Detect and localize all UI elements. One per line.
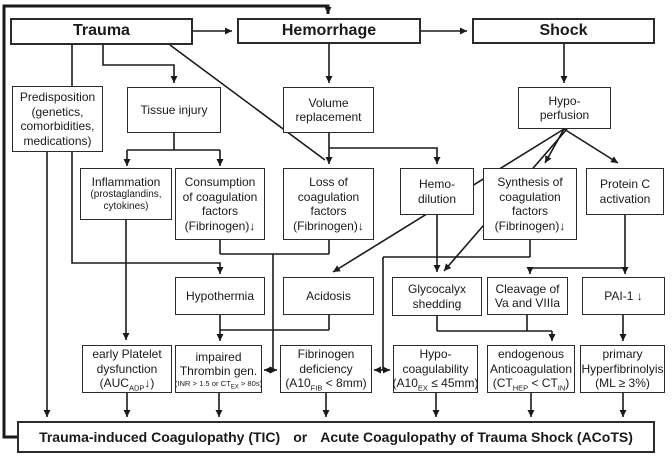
text-line: endogenous (497, 347, 565, 362)
text-line: Predisposition (19, 90, 96, 104)
text-line: Tissue injury (140, 102, 208, 117)
node-endogenous-anticoagulation (487, 345, 575, 393)
formula-text: (AUC (99, 376, 129, 391)
formula-text: (CT (492, 376, 513, 391)
node-loss-coag-factors (283, 168, 374, 240)
text-line: Hyperfibrinolyis (581, 361, 664, 376)
text-line: perfusion (539, 108, 590, 122)
node-pai1-decreased (582, 277, 665, 315)
text-line: Inflammation (91, 174, 161, 189)
node-glycocalyx-shedding (392, 277, 482, 316)
text-line: (Fibrinogen)↓ (293, 218, 364, 233)
node-hemorrhage (237, 18, 421, 44)
node-inflammation (80, 168, 172, 220)
text-line: deficiency (299, 361, 353, 376)
formula-line (493, 376, 570, 391)
text-line: activation (599, 191, 651, 206)
formula-subscript: HEP (512, 383, 529, 393)
formula-line (175, 379, 262, 389)
formula-text: (A10 (392, 376, 418, 391)
text-line: PAI-1 ↓ (604, 288, 643, 303)
banner-tic-acots (17, 421, 655, 453)
text-line: primary (602, 347, 643, 362)
text-line: Volume (308, 95, 349, 110)
banner-conjunction: or (293, 429, 308, 445)
text-line: (Fibrinogen)↓ (184, 218, 256, 233)
text-line: factors (201, 204, 238, 218)
text-line: Fibrinogen (297, 347, 355, 362)
text-line: cytokines) (103, 201, 149, 213)
text-line: factors (310, 204, 347, 218)
node-impaired-thrombin-generation (175, 345, 262, 393)
text-line: factors (511, 204, 548, 218)
text-line: of coagulation (182, 189, 258, 204)
text-line: coagulation (297, 189, 360, 204)
formula-subscript: ADP (128, 383, 145, 393)
text-line: impaired (195, 349, 242, 364)
node-acidosis (283, 277, 374, 315)
node-synthesis-coag-factors (483, 168, 577, 240)
formula-subscript: EX (417, 383, 428, 393)
node-protein-c-activation (586, 168, 664, 215)
text-line: Consumption (184, 175, 256, 189)
formula-text: < 8mm) (322, 376, 367, 391)
text-line: medications) (23, 133, 92, 148)
formula-subscript: FIB (310, 383, 323, 393)
text-line: Hemorrhage (281, 21, 377, 39)
text-line: (prostaglandins, (90, 189, 162, 201)
edge-trauma-to-tissue-injury (103, 45, 174, 83)
text-line: Hypothermia (185, 288, 255, 303)
text-line: Thrombin gen. (179, 364, 258, 378)
text-line: dilution (417, 191, 457, 206)
node-fibrinogen-deficiency (280, 345, 372, 393)
text-line: shedding (412, 296, 462, 311)
text-line: (genetics, (31, 104, 84, 119)
formula-line (393, 376, 479, 391)
node-trauma (10, 18, 193, 45)
formula-text: ↓) (144, 376, 155, 391)
banner-part2: Acute Coagulopathy of Trauma Shock (ACoTS) (320, 429, 633, 445)
banner-part1: Trauma-induced Coagulopathy (TIC) (39, 429, 281, 445)
edge-volume-to-hemodilution (329, 148, 437, 164)
node-volume-replacement (283, 87, 374, 133)
formula-text: < CT (528, 376, 558, 391)
formula-line (100, 376, 155, 391)
formula-text: ) (565, 376, 570, 391)
edge-hypoperfusion-to-proteinc (564, 129, 618, 163)
text-line: Synthesis of (497, 175, 563, 189)
node-shock (472, 18, 655, 44)
node-tissue-injury (127, 87, 221, 133)
formula-text: (A10 (285, 376, 311, 391)
node-platelet-dysfunction (82, 345, 172, 393)
formula-line (285, 376, 366, 391)
node-consumption-coag-factors (175, 168, 265, 240)
formula-subscript: IN (557, 383, 566, 393)
text-line: Va and VIIIa (494, 296, 561, 310)
formula-text: (INR > 1.5 or CT (174, 378, 231, 388)
node-primary-hyperfibrinolysis (580, 345, 665, 393)
text-line: Loss of (309, 175, 348, 189)
text-line: Trauma (73, 22, 130, 40)
text-line: Hemo- (418, 177, 455, 191)
text-line: coagulability (402, 361, 469, 376)
node-hypothermia (175, 277, 265, 315)
text-line: replacement (295, 110, 362, 124)
formula-text: ≤ 45mm) (427, 376, 479, 391)
node-predisposition (12, 86, 103, 152)
node-cleavage-va-viiia (487, 277, 568, 315)
text-line: (ML ≥ 3%) (595, 376, 650, 391)
text-line: Glycocalyx (407, 282, 466, 296)
node-hemodilution (400, 168, 474, 215)
text-line: early Platelet (92, 347, 162, 362)
text-line: comorbidities, (20, 119, 95, 133)
text-line: (Fibrinogen)↓ (494, 218, 566, 233)
text-line: dysfunction (96, 361, 158, 376)
formula-subscript: EX (230, 384, 239, 391)
text-line: Anticoagulation (489, 361, 573, 376)
text-line: Hypo- (548, 93, 581, 108)
node-hypocoagulability (393, 345, 478, 393)
text-line: coagulation (499, 189, 561, 204)
formula-text: > 80s) (238, 378, 263, 388)
text-line: Shock (539, 21, 588, 39)
node-hypoperfusion (518, 87, 611, 129)
text-line: Acidosis (306, 288, 351, 303)
text-line: Cleavage of (495, 281, 560, 296)
text-line: Protein C (599, 177, 651, 191)
text-line: Hypo- (419, 347, 452, 362)
